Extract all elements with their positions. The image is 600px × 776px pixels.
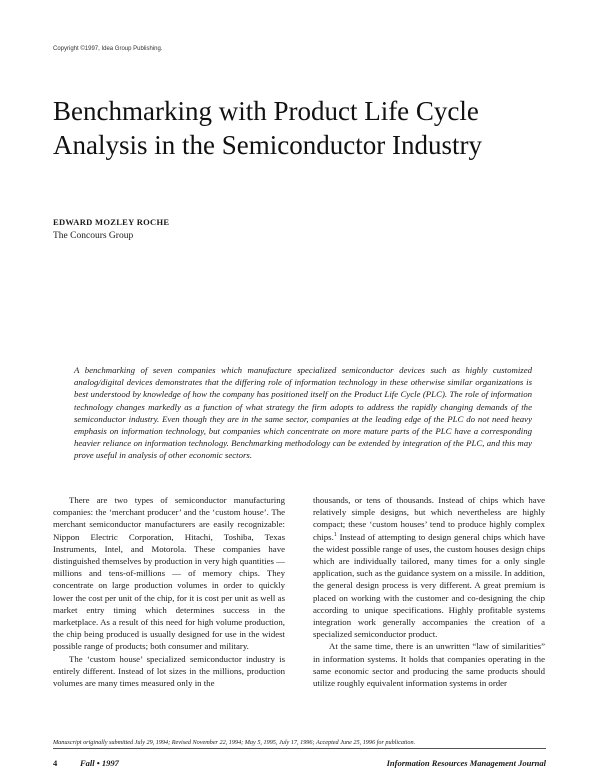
author-name: EDWARD MOZLEY ROCHE [53,217,170,227]
abstract: A benchmarking of seven companies which manufacture specialized semiconductor devices such as highly customized analog/digital devices demonstrates that the differing role of information technology in these otherwise similar organizations is best understood by knowledge of how the company has positioned itself on the Product Life Cycle (PLC). The role of information technology changes markedly as a function of what strategy the firm adopts to address the rapidly changing demands of the semiconductor industry. Even though they are in the same sector, companies at the leading edge of the PLC do not need heavy emphasis on information technology, but companies which concentrate on more mature parts of the PLC have a corresponding heavier reliance on information technology. Benchmarking methodology can be extended by integration of the PLC, and this may prove useful in analysis of other economic sectors. [74,365,532,461]
body-paragraph: The ‘custom house’ specialized semiconductor industry is entirely different. Instead of lot sizes in the millions, production volumes are many times measured only in the [53,653,285,689]
footer-rule [53,748,546,749]
page-number: 4 [53,758,58,768]
body-column-right [313,494,545,689]
copyright-notice: Copyright ©1997, Idea Group Publishing. [53,46,163,52]
journal-name: Information Resources Management Journal [386,758,546,768]
article-title: Benchmarking with Product Life Cycle Analysis in the Semiconductor Industry [53,96,482,160]
footnote-marker[interactable]: 1 [333,531,337,538]
body-text: thousands, or tens of thousands. Instead of chips which have relatively simple designs, but which nevertheless are highly compact; these ‘custom houses’ tend to produce highly complex chips. [313,495,545,542]
author-affiliation: The Concours Group [53,231,134,241]
body-paragraph: At the same time, there is an unwritten “law of similarities” in information systems. It holds that companies operating in the same economic sector and producing the same products should utilize roughly equivalent information systems in order [313,641,545,689]
body-paragraph: There are two types of semiconductor manufacturing companies: the ‘merchant producer’ and the ‘custom house’. The merchant semiconductor manufacturers are easily recognizable: Nippon Electric Corporation, Hitachi, Toshiba, Texas Instruments, Intel, and Motorola. These companies have distinguished themselves by production in very high quantities — millions and tens-of-millions — of memory chips. They concentrate on large production volumes in order to quickly lower the cost per unit of the chip, for it is cost per unit as well as market entry timing which determines success in the marketplace. As a result of this need for high volume production, the chip being produced is usually designed for use in the widest possible range of products; both consumer and military. [53,495,285,652]
body-column-left [53,494,285,689]
issue-label: Fall • 1997 [80,758,119,768]
manuscript-note: Manuscript originally submitted July 29, 1994; Revised November 22, 1994; May 5, 1995, July 17, 1996; Accepted June 25, 1996 for publication. [53,739,416,746]
body-paragraph [313,494,545,640]
body-text: Instead of attempting to design general chips which have the widest possible range of uses, the custom houses design chips which are individually tailored, many times for a only single application, such as the guidance system on a missile. In addition, the general design process is very different. A great premium is placed on working with the customer and co-designing the chip according to unique specifications. Highly profitable systems integration work generally accompanies the creation of a specialized semiconductor product. [313,531,545,640]
